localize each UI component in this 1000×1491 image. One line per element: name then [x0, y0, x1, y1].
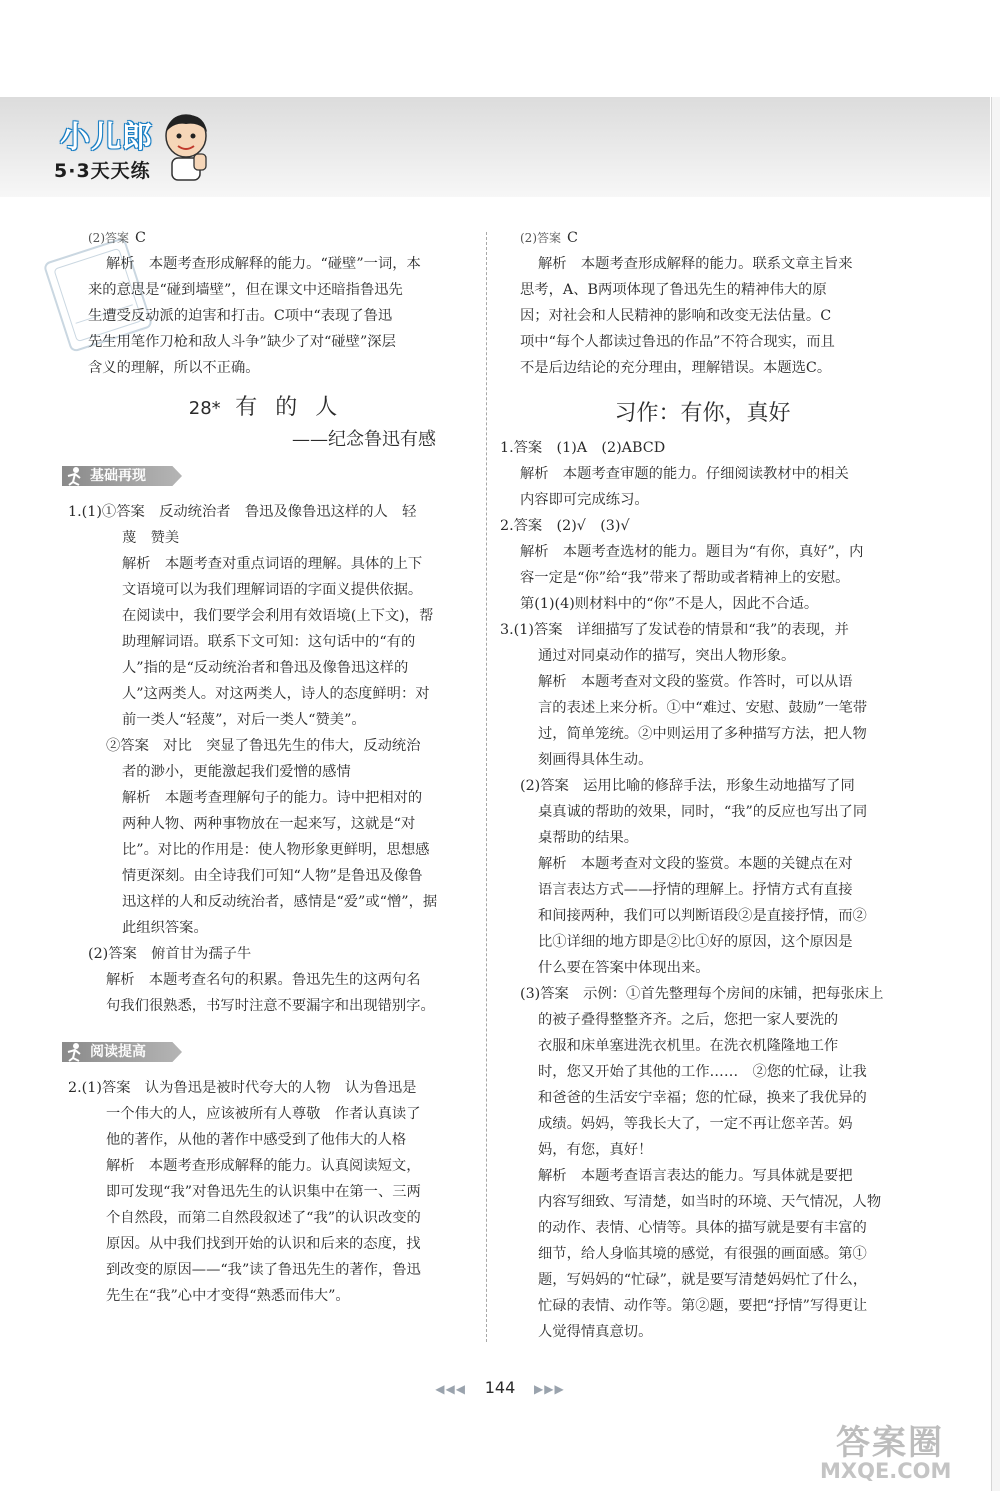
- text-line: 细节，给人身临其境的感觉，有很强的画面感。第①: [538, 1246, 867, 1262]
- lesson-number: 28*: [188, 398, 221, 419]
- text-line: 因；对社会和人民精神的影响和改变无法估量。C: [520, 308, 832, 324]
- text-line: 比”。对比的作用是：使人物形象更鲜明，思想感: [122, 842, 430, 858]
- text-line: 2.答案 (2)√ (3)√: [500, 518, 630, 534]
- text-line: 解析 本题考查语言表达的能力。写具体就是要把: [538, 1168, 853, 1184]
- text-line: 此组织答案。: [122, 920, 208, 936]
- text-line: 内容写细致、写清楚，如当时的环境、天气情况，人物: [538, 1194, 882, 1210]
- text-line: 解析 本题考查名句的积累。鲁迅先生的这两句名: [106, 972, 421, 988]
- section-tag-reading: [62, 1039, 476, 1065]
- text-line: 第(1)(4)则材料中的“你”不是人，因此不合适。: [520, 596, 819, 612]
- text-line: 生遭受反动派的迫害和打击。C项中“表现了鲁迅: [88, 308, 393, 324]
- site-watermark: [820, 1415, 990, 1485]
- runner-icon: [64, 1042, 86, 1062]
- text-line: 解析 本题考查理解句子的能力。诗中把相对的: [122, 790, 423, 806]
- text-line: 解析 本题考查审题的能力。仔细阅读教材中的相关: [520, 466, 849, 482]
- text-line: 人”这两类人。对这两类人，诗人的态度鲜明：对: [122, 686, 430, 702]
- text-line: 2.(1)答案 认为鲁迅是被时代夸大的人物 认为鲁迅是: [68, 1080, 417, 1096]
- logo-subtitle: 5·3天天练: [54, 160, 151, 182]
- essay-title: 习作：有你，真好: [614, 401, 791, 426]
- answer-label: (2)答案: [520, 231, 561, 245]
- top-margin: [0, 0, 1000, 97]
- text-line: 比①详细的地方即是②比①好的原因，这个原因是: [538, 934, 853, 950]
- text-line: 项中“每个人都读过鲁迅的作品”不符合现实，而且: [520, 334, 835, 350]
- logo-title: 小儿郎: [60, 120, 153, 155]
- text-line: 思考，A、B两项体现了鲁迅先生的精神伟大的原: [520, 282, 827, 298]
- answer-label: (2)答案: [88, 231, 129, 245]
- text-line: 先生用笔作刀枪和敌人斗争”缺少了对“碰壁”深层: [88, 334, 396, 350]
- page-edge: [991, 97, 1000, 1491]
- watermark-url: MXQE.COM: [820, 1459, 952, 1483]
- text-line: 的动作、表情、心情等。具体的描写就是要有丰富的: [538, 1220, 867, 1236]
- answer-value: C: [567, 230, 578, 246]
- text-line: 言的表述上来分析。①中“难过、安慰、鼓励”一笔带: [538, 700, 868, 716]
- brand-logo: [48, 112, 218, 192]
- text-line: 和爸爸的生活安宁幸福；您的忙碌，换来了我优异的: [538, 1090, 867, 1106]
- section-tag-basic: [62, 463, 476, 489]
- text-line: 者的渺小，更能激起我们爱憎的感情: [122, 764, 351, 780]
- text-line: 什么要在答案中体现出来。: [538, 960, 710, 976]
- text-line: 内容即可完成练习。: [520, 492, 649, 508]
- text-line: 的被子叠得整整齐齐。之后，您把一家人要洗的: [538, 1012, 839, 1028]
- lesson-title-text: 有的人: [235, 395, 356, 420]
- mascot-icon: [160, 112, 212, 184]
- text-line: 蔑 赞美: [122, 530, 180, 546]
- text-line: 解析 本题考查形成解释的能力。联系文章主旨来: [538, 256, 853, 272]
- left-column: [68, 225, 476, 1309]
- answer-value: C: [135, 230, 146, 246]
- page-footer: [0, 1378, 1000, 1397]
- text-line: 迅这样的人和反动统治者，感情是“爱”或“憎”，据: [122, 894, 438, 910]
- text-line: 成绩。妈妈，等我长大了，一定不再让您辛苦。妈: [538, 1116, 853, 1132]
- text-line: 和间接两种，我们可以判断语段②是直接抒情，而②: [538, 908, 867, 924]
- text-line: 解析 本题考查对文段的鉴赏。本题的关键点在对: [538, 856, 853, 872]
- page-number: 144: [484, 1378, 516, 1397]
- text-line: 解析 本题考查选材的能力。题目为“有你，真好”，内: [520, 544, 864, 560]
- text-line: 先生在“我”心中才变得“熟悉而伟大”。: [106, 1288, 350, 1304]
- lesson-subtitle: ——纪念鲁迅有感: [292, 429, 436, 450]
- text-line: 个自然段，而第二自然段叙述了“我”的认识改变的: [106, 1210, 421, 1226]
- text-line: 情更深刻。由全诗我们可知“人物”是鲁迅及像鲁: [122, 868, 423, 884]
- text-line: 忙碌的表情、动作等。第②题，要把“抒情”写得更让: [538, 1298, 868, 1314]
- text-line: 刻画得具体生动。: [538, 752, 653, 768]
- text-line: 他的著作，从他的著作中感受到了他伟大的人格: [106, 1132, 407, 1148]
- text-line: 文语境可以为我们理解词语的字面义提供依据。: [122, 582, 423, 598]
- text-line: 原因。从中我们找到开始的认识和后来的态度，找: [106, 1236, 421, 1252]
- text-line: 时，您又开始了其他的工作…… ②您的忙碌，让我: [538, 1064, 867, 1080]
- text-line: 解析 本题考查形成解释的能力。认真阅读短文，: [106, 1158, 421, 1174]
- text-line: 桌帮助的结果。: [538, 830, 639, 846]
- text-line: 1.答案 (1)A (2)ABCD: [500, 440, 666, 456]
- text-line: 过，简单笼统。②中则运用了多种描写方法，把人物: [538, 726, 867, 742]
- text-line: 衣服和床单塞进洗衣机里。在洗衣机隆隆地工作: [538, 1038, 839, 1054]
- text-line: (2)答案 运用比喻的修辞手法，形象生动地描写了同: [520, 778, 855, 794]
- text-line: (3)答案 示例：①首先整理每个房间的床铺，把每张床上: [520, 986, 884, 1002]
- answer-line: [500, 225, 905, 251]
- right-column: [500, 225, 905, 1345]
- text-line: 容一定是“你”给“我”带来了帮助或者精神上的安慰。: [520, 570, 850, 586]
- text-line: 解析 本题考查形成解释的能力。“碰壁”一词，本: [106, 256, 421, 272]
- text-line: 在阅读中，我们要学会利用有效语境(上下文)，帮: [122, 608, 434, 624]
- text-line: ②答案 对比 突显了鲁迅先生的伟大，反动统治: [106, 738, 421, 754]
- text-line: 两种人物、两种事物放在一起来写，这就是“对: [122, 816, 416, 832]
- section-tag-label: 基础再现: [90, 468, 146, 484]
- text-line: 1.(1)①答案 反动统治者 鲁迅及像鲁迅这样的人 轻: [68, 504, 417, 520]
- runner-icon: [64, 466, 86, 486]
- text-line: 题，写妈妈的“忙碌”，就是要写清楚妈妈忙了什么，: [538, 1272, 868, 1288]
- section-tag-label: 阅读提高: [90, 1044, 146, 1060]
- watermark-text: 答案圈: [836, 1423, 944, 1463]
- text-line: 人觉得情真意切。: [538, 1324, 653, 1340]
- text-line: 解析 本题考查对文段的鉴赏。作答时，可以从语: [538, 674, 853, 690]
- answer-line: [68, 225, 476, 251]
- text-line: 解析 本题考查对重点词语的理解。具体的上下: [122, 556, 423, 572]
- prev-page-arrows[interactable]: ◀◀◀: [435, 1382, 466, 1396]
- text-line: 来的意思是“碰到墙壁”，但在课文中还暗指鲁迅先: [88, 282, 403, 298]
- text-line: 通过对同桌动作的描写，突出人物形象。: [538, 648, 796, 664]
- text-line: 句我们很熟悉，书写时注意不要漏字和出现错别字。: [106, 998, 435, 1014]
- text-line: 不是后边结论的充分理由，理解错误。本题选C。: [520, 360, 832, 376]
- next-page-arrows[interactable]: ▶▶▶: [534, 1382, 565, 1396]
- text-line: 人”指的是“反动统治者和鲁迅及像鲁迅这样的: [122, 660, 409, 676]
- lesson-title: [68, 395, 476, 423]
- column-divider: [486, 232, 487, 1342]
- text-line: 一个伟大的人，应该被所有人尊敬 作者认真读了: [106, 1106, 421, 1122]
- text-line: (2)答案 俯首甘为孺子牛: [88, 946, 252, 962]
- text-line: 3.(1)答案 详细描写了发试卷的情景和“我”的表现，并: [500, 622, 849, 638]
- text-line: 助理解词语。联系下文可知：这句话中的“有的: [122, 634, 416, 650]
- text-line: 语言表达方式——抒情的理解上。抒情方式有直接: [538, 882, 853, 898]
- text-line: 桌真诚的帮助的效果，同时，“我”的反应也写出了同: [538, 804, 868, 820]
- text-line: 到改变的原因——“我”读了鲁迅先生的著作，鲁迅: [106, 1262, 421, 1278]
- text-line: 妈，有您，真好！: [538, 1142, 653, 1158]
- text-line: 即可发现“我”对鲁迅先生的认识集中在第一、三两: [106, 1184, 421, 1200]
- text-line: 含义的理解，所以不正确。: [88, 360, 260, 376]
- text-line: 前一类人“轻蔑”，对后一类人“赞美”。: [122, 712, 366, 728]
